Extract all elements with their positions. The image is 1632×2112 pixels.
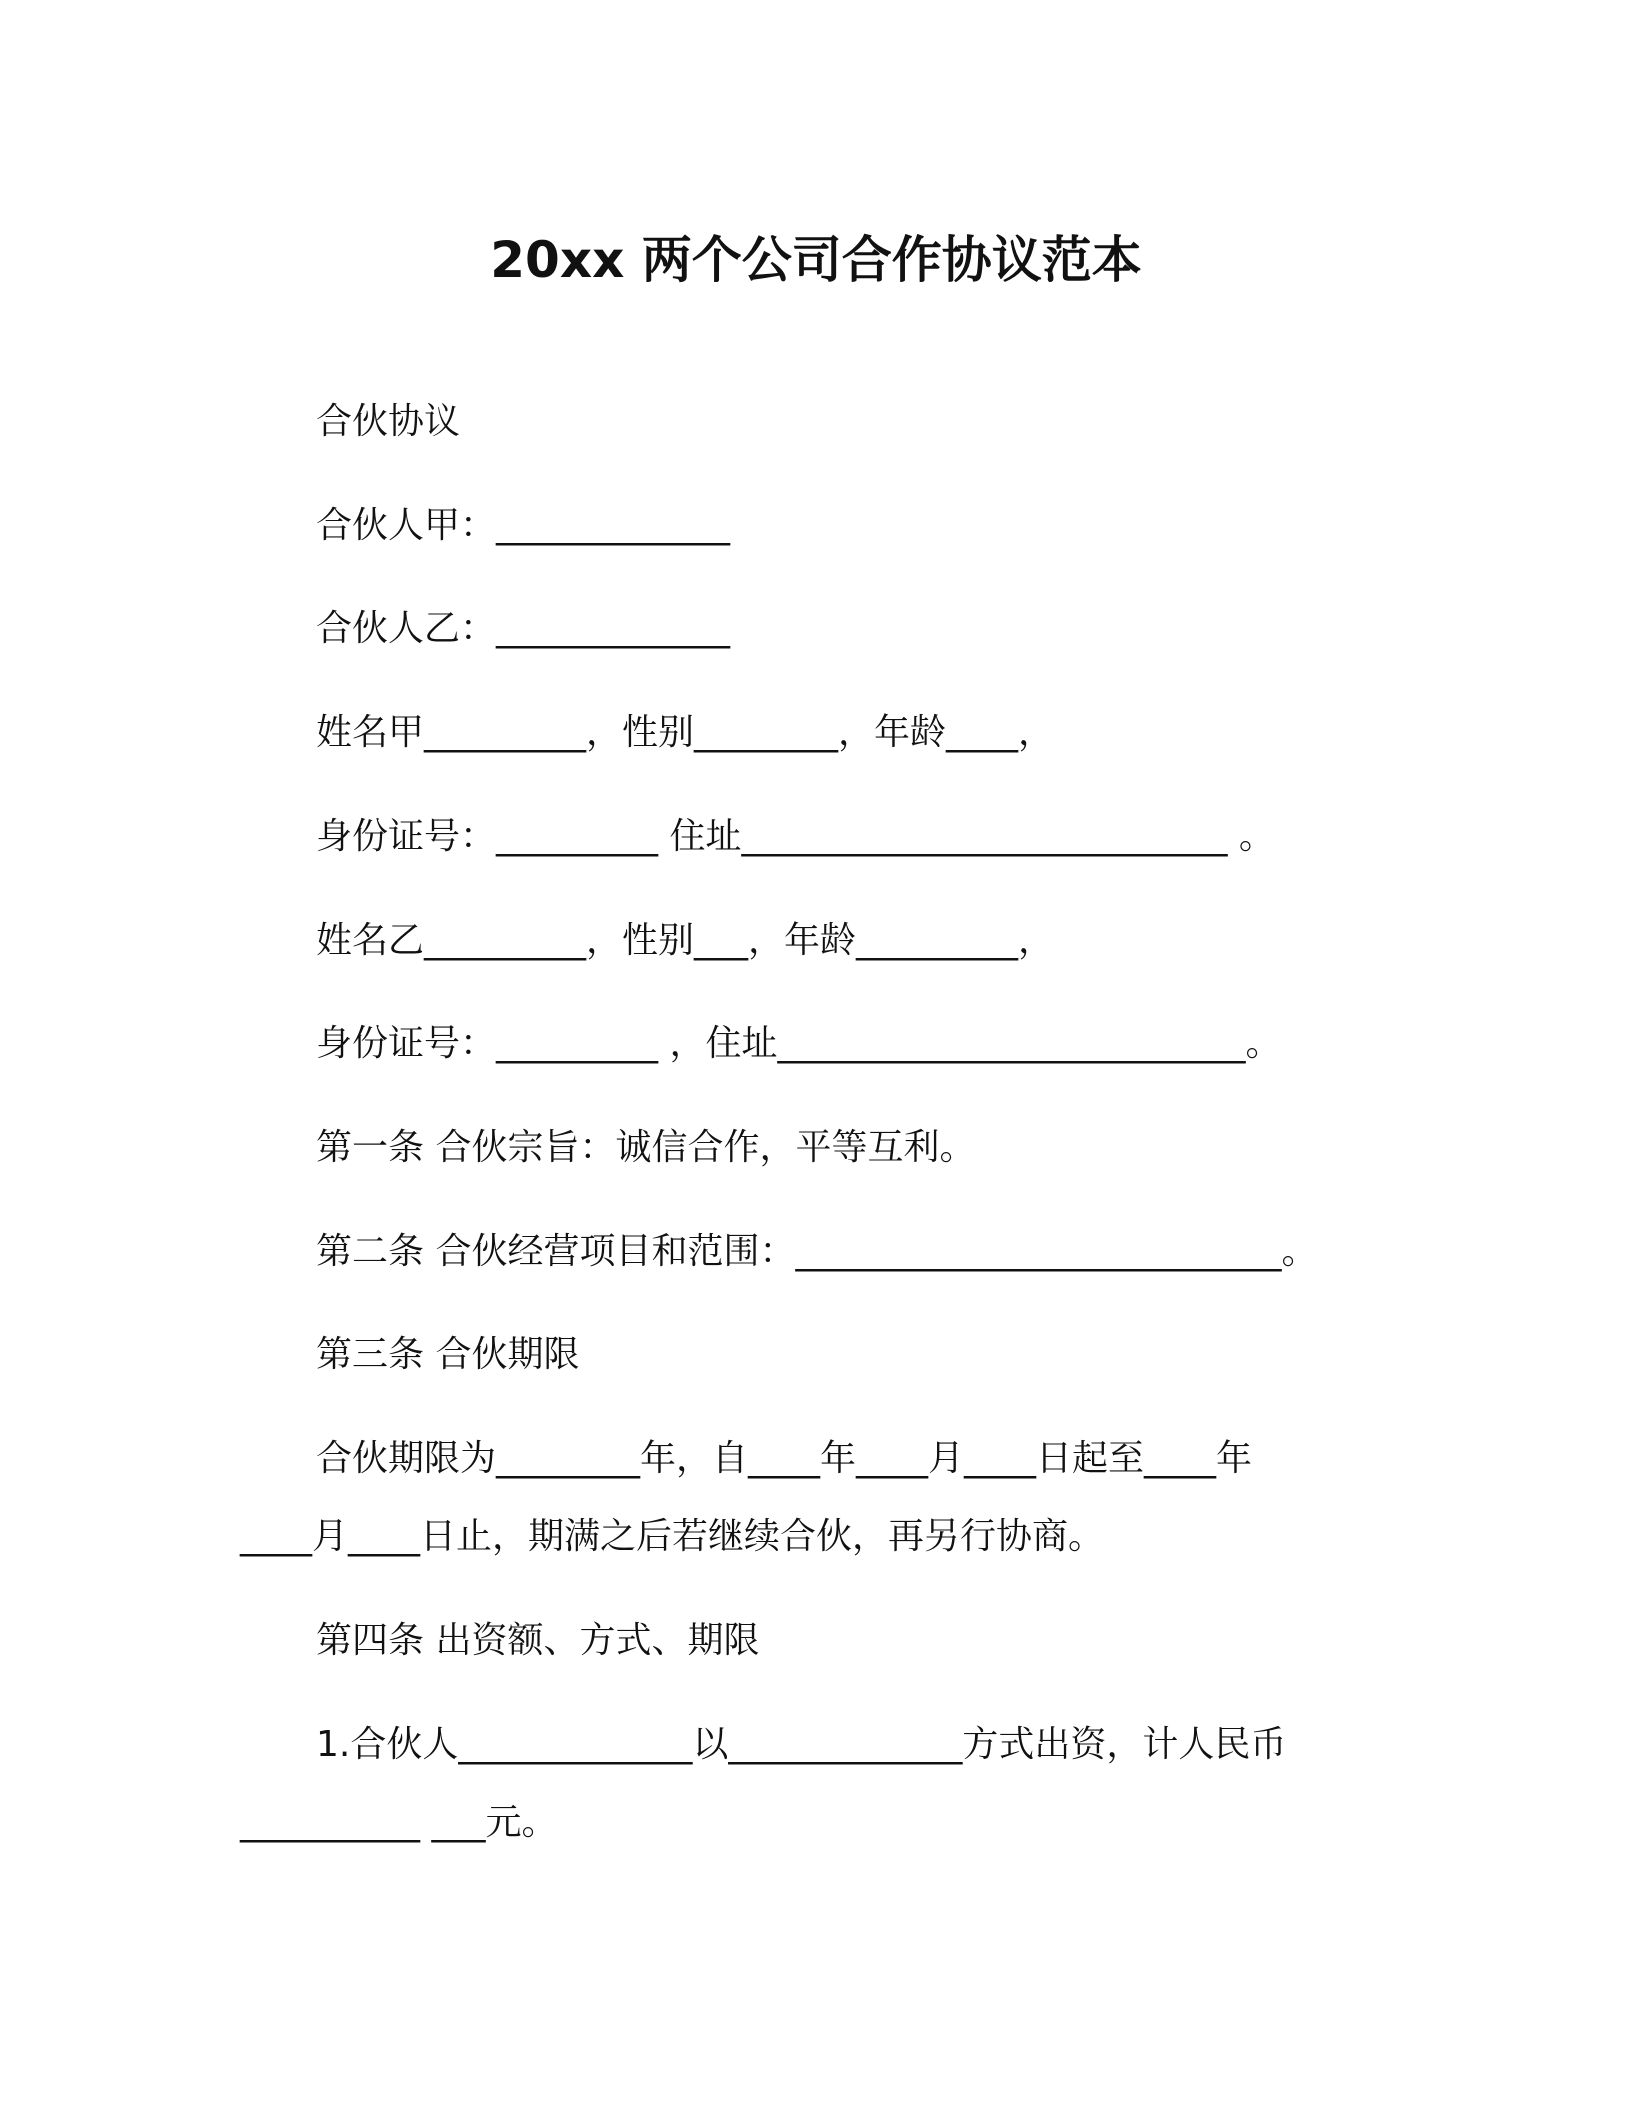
article-two: 第二条 合伙经营项目和范围：___________________________。 [316, 1231, 1318, 1272]
contribution-line-1: 1.合伙人_____________以_____________方式出资，计人民币 [316, 1724, 1287, 1765]
document-title: 20xx 两个公司合作协议范本 [490, 231, 1142, 289]
article-three-heading: 第三条 合伙期限 [316, 1334, 580, 1375]
partner-b-field: 合伙人乙：_____________ [316, 608, 731, 649]
name-b-gender-age-line: 姓名乙_________，性别___，年龄_________， [316, 920, 1055, 961]
section-heading-partnership-agreement: 合伙协议 [316, 401, 461, 442]
term-paragraph-line-2: ____月____日止，期满之后若继续合伙，再另行协商。 [240, 1516, 1105, 1557]
id-address-a-line: 身份证号：_________ 住址___________________________ 。 [316, 816, 1275, 857]
contribution-line-2: __________ ___元。 [240, 1802, 558, 1843]
term-paragraph-line-1: 合伙期限为________年，自____年____月____日起至____年 [316, 1438, 1253, 1479]
name-a-gender-age-line: 姓名甲_________，性别________，年龄____， [316, 712, 1055, 753]
partner-a-field: 合伙人甲：_____________ [316, 505, 731, 546]
article-four-heading: 第四条 出资额、方式、期限 [316, 1620, 760, 1661]
id-address-b-line: 身份证号：_________ ，住址__________________________。 [316, 1023, 1282, 1064]
article-one: 第一条 合伙宗旨：诚信合作，平等互利。 [316, 1127, 976, 1168]
